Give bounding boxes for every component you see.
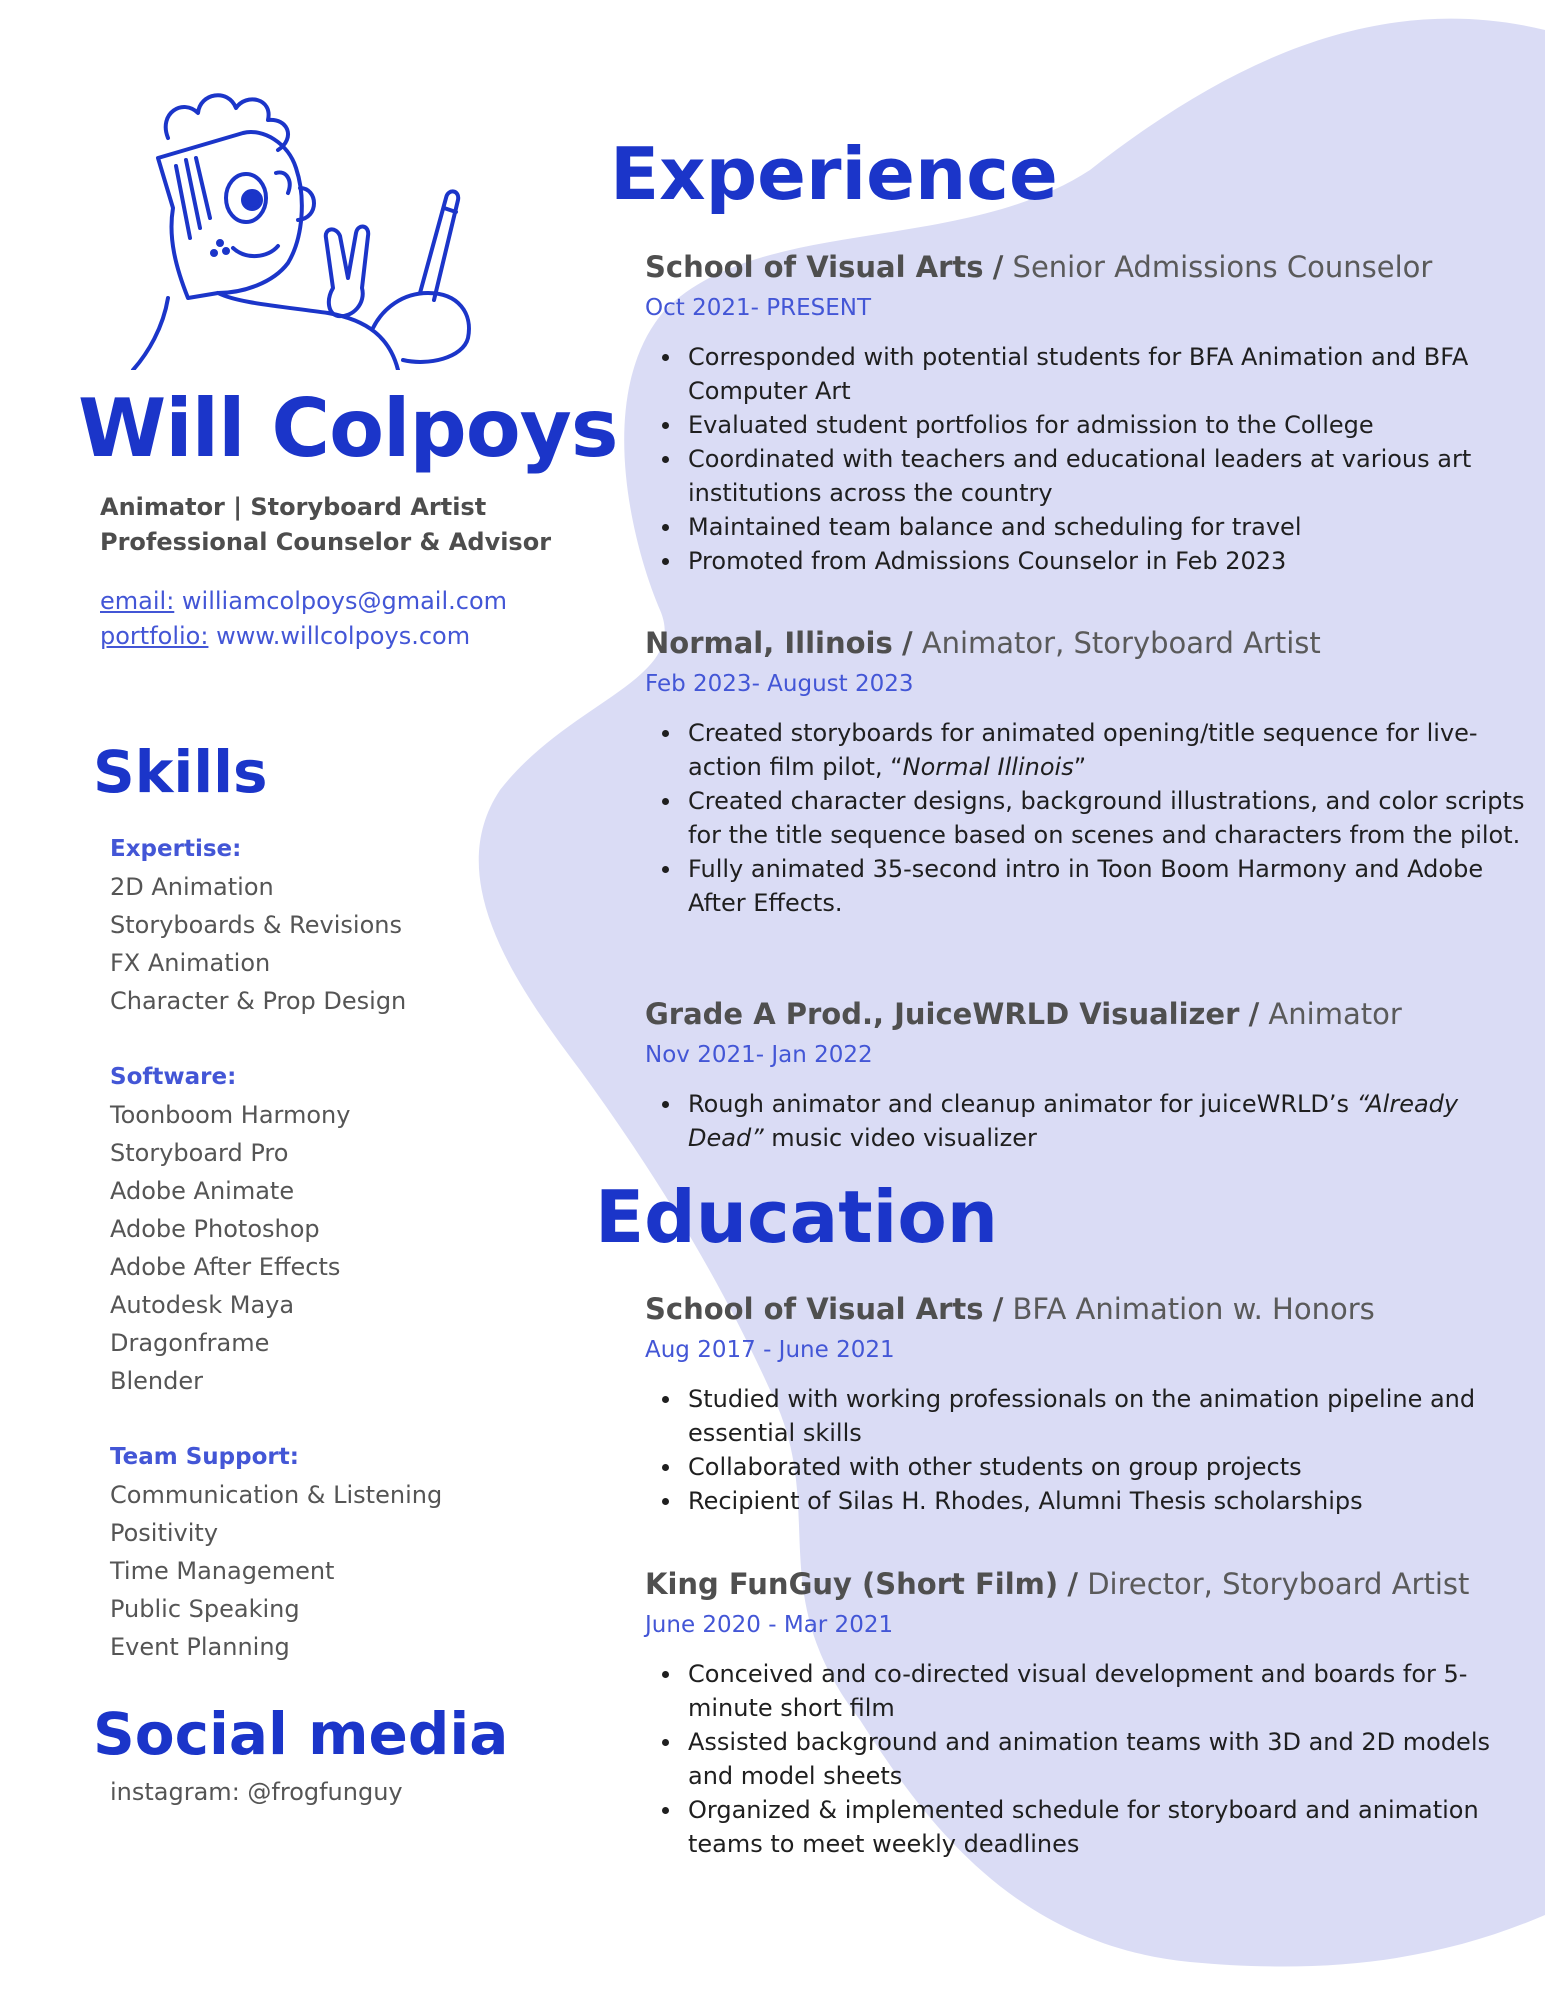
entry-heading (645, 995, 1525, 1033)
entry-separator: / (992, 250, 1004, 284)
bullet-item (645, 1657, 1525, 1725)
email-line[interactable] (100, 584, 507, 619)
bullet-item (645, 1450, 1525, 1484)
entry-organization: School of Visual Arts (645, 250, 984, 284)
bullet-item (645, 1725, 1525, 1793)
bullet-italic-text: Normal Illinois (902, 753, 1074, 781)
bullet-text: Created character designs, background illustrations, and color scripts for the title sequence based on scenes and characters from the pilot. (688, 787, 1525, 849)
bullet-item (645, 1382, 1525, 1450)
skill-item: Dragonframe (110, 1329, 270, 1357)
bullet-text: Rough animator and cleanup animator for juiceWRLD’s (688, 1090, 1357, 1118)
skill-group (110, 1058, 442, 1400)
bullet-text: Conceived and co-directed visual development and boards for 5-minute short film (688, 1660, 1468, 1722)
skill-group-label: Expertise: (110, 836, 242, 862)
skill-item: Positivity (110, 1519, 219, 1547)
entry-bullets (645, 1657, 1525, 1861)
entry-role: Animator, Storyboard Artist (921, 626, 1321, 660)
skill-group (110, 1438, 442, 1666)
skill-item: FX Animation (110, 949, 271, 977)
entry-organization: School of Visual Arts (645, 1292, 984, 1326)
entry-role: Animator (1268, 997, 1402, 1031)
role-line: Animator | Storyboard Artist (100, 493, 487, 521)
bullet-item (645, 1484, 1525, 1518)
education-entry (645, 1565, 1525, 1861)
bullet-item (645, 408, 1525, 442)
skill-item: Toonboom Harmony (110, 1101, 351, 1129)
entry-separator: / (1248, 997, 1260, 1031)
skill-item: Character & Prop Design (110, 987, 407, 1015)
skill-item: Autodesk Maya (110, 1291, 295, 1319)
experience-entry (645, 248, 1525, 578)
bullet-text: Coordinated with teachers and educational leaders at various art institutions across the country (688, 445, 1472, 507)
entry-separator: / (1067, 1567, 1078, 1601)
skill-item: 2D Animation (110, 873, 274, 901)
skill-item: Public Speaking (110, 1595, 300, 1623)
experience-entry (645, 624, 1525, 920)
instagram-handle: instagram: @frogfunguy (110, 1778, 403, 1806)
skill-item: Storyboards & Revisions (110, 911, 402, 939)
entry-organization: King FunGuy (Short Film) (645, 1567, 1059, 1601)
portfolio-value[interactable]: www.willcolpoys.com (216, 622, 471, 650)
experience-entry (645, 995, 1525, 1155)
person-name: Will Colpoys (78, 382, 618, 475)
bullet-item (645, 510, 1525, 544)
entry-heading (645, 624, 1525, 662)
skill-item: Communication & Listening (110, 1481, 443, 1509)
entry-heading (645, 1290, 1525, 1328)
entry-heading (645, 1565, 1525, 1603)
bullet-text: music video visualizer (763, 1124, 1037, 1152)
skill-item: Adobe Animate (110, 1177, 295, 1205)
bullet-text: Promoted from Admissions Counselor in Feb 2023 (688, 547, 1287, 575)
entry-role: BFA Animation w. Honors (1012, 1292, 1375, 1326)
entry-role: Director, Storyboard Artist (1087, 1567, 1470, 1601)
portfolio-line[interactable] (100, 619, 507, 654)
bullet-text: Evaluated student portfolios for admission to the College (688, 411, 1374, 439)
entry-role: Senior Admissions Counselor (1012, 250, 1433, 284)
contact-info (100, 584, 507, 654)
bullet-item (645, 340, 1525, 408)
avatar-illustration (128, 88, 488, 370)
email-value[interactable]: williamcolpoys@gmail.com (181, 587, 508, 615)
entry-separator: / (901, 626, 913, 660)
bullet-item (645, 544, 1525, 578)
email-label[interactable]: email: (100, 587, 175, 615)
skills-list (110, 830, 442, 1704)
bullet-text: Studied with working professionals on the animation pipeline and essential skills (688, 1385, 1476, 1447)
entry-separator: / (992, 1292, 1004, 1326)
entry-bullets (645, 1382, 1525, 1518)
bullet-italic-text: “Already Dead” (688, 1090, 1459, 1152)
entry-dates: Oct 2021- PRESENT (645, 295, 871, 321)
entry-bullets (645, 716, 1525, 920)
skill-item: Blender (110, 1367, 203, 1395)
skill-item: Event Planning (110, 1633, 290, 1661)
skill-group-label: Software: (110, 1064, 237, 1090)
skill-item: Storyboard Pro (110, 1139, 289, 1167)
entry-dates: Aug 2017 - June 2021 (645, 1337, 895, 1363)
skills-heading: Skills (93, 738, 268, 806)
bullet-text: Maintained team balance and scheduling for travel (688, 513, 1302, 541)
role-line: Professional Counselor & Advisor (100, 528, 552, 556)
bullet-item (645, 716, 1525, 784)
entry-heading (645, 248, 1525, 286)
bullet-text: Collaborated with other students on group projects (688, 1453, 1302, 1481)
bullet-text: Recipient of Silas H. Rhodes, Alumni Thesis scholarships (688, 1487, 1363, 1515)
entry-dates: Nov 2021- Jan 2022 (645, 1042, 873, 1068)
bullet-text: Organized & implemented schedule for storyboard and animation teams to meet weekly deadlines (688, 1796, 1479, 1858)
skill-item: Adobe After Effects (110, 1253, 341, 1281)
roles (100, 490, 551, 560)
entry-dates: Feb 2023- August 2023 (645, 671, 914, 697)
portfolio-label[interactable]: portfolio: (100, 622, 209, 650)
entry-bullets (645, 340, 1525, 578)
skill-item: Adobe Photoshop (110, 1215, 320, 1243)
entry-organization: Normal, Illinois (645, 626, 893, 660)
skill-group (110, 830, 442, 1020)
bullet-text: Fully animated 35-second intro in Toon Boom Harmony and Adobe After Effects. (688, 855, 1484, 917)
education-heading: Education (595, 1175, 999, 1259)
entry-organization: Grade A Prod., JuiceWRLD Visualizer (645, 997, 1240, 1031)
bullet-text: Corresponded with potential students for BFA Animation and BFA Computer Art (688, 343, 1469, 405)
social-heading: Social media (93, 1700, 509, 1768)
education-entry (645, 1290, 1525, 1518)
bullet-text: ” (1073, 753, 1087, 781)
entry-bullets (645, 1087, 1525, 1155)
bullet-text: Assisted background and animation teams with 3D and 2D models and model sheets (688, 1728, 1490, 1790)
experience-heading: Experience (610, 132, 1058, 216)
bullet-item (645, 784, 1525, 852)
bullet-item (645, 852, 1525, 920)
bullet-item (645, 442, 1525, 510)
bullet-item (645, 1793, 1525, 1861)
entry-dates: June 2020 - Mar 2021 (645, 1612, 894, 1638)
skill-group-label: Team Support: (110, 1444, 299, 1470)
skill-item: Time Management (110, 1557, 335, 1585)
bullet-item (645, 1087, 1525, 1155)
bullet-text: Created storyboards for animated opening/title sequence for live-action film pilot, “ (688, 719, 1478, 781)
